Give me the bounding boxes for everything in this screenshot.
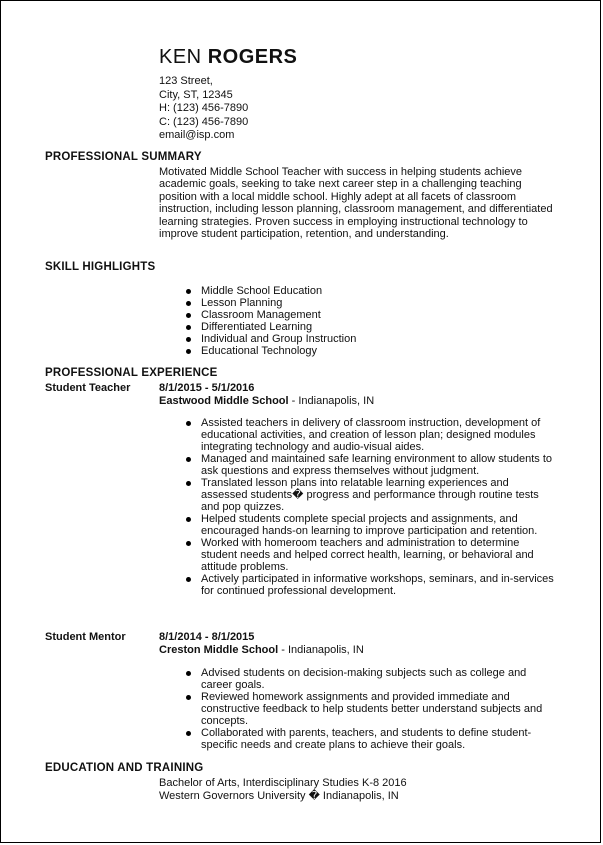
list-item: Lesson Planning	[186, 297, 356, 309]
job-dates: 8/1/2014 - 8/1/2015	[159, 631, 255, 643]
list-item: Worked with homeroom teachers and administration to determine student needs and helped correct health, learning, or behavioral and attitude problems.	[186, 537, 558, 573]
job-employer	[159, 644, 364, 656]
list-item: Collaborated with parents, teachers, and students to define student-specific needs and create plans to achieve their goals.	[186, 727, 558, 751]
address-line1: 123 Street,	[159, 75, 213, 87]
degree: Bachelor of Arts, Interdisciplinary Studies K-8 2016	[159, 777, 407, 789]
experience-heading: PROFESSIONAL EXPERIENCE	[45, 367, 218, 379]
list-item: Classroom Management	[186, 309, 356, 321]
list-item: Differentiated Learning	[186, 321, 356, 333]
employer-name: Creston Middle School	[159, 644, 279, 656]
summary-heading: PROFESSIONAL SUMMARY	[45, 151, 202, 163]
list-item: Assisted teachers in delivery of classroom instruction, development of educational activities, and creation of lesson plan; designed modules integrating technology and audio-visual aides.	[186, 417, 558, 453]
employer-location: - Indianapolis, IN	[288, 395, 375, 407]
school: Western Governors University � Indianapolis, IN	[159, 789, 399, 802]
list-item: Individual and Group Instruction	[186, 333, 356, 345]
list-item: Advised students on decision-making subjects such as college and career goals.	[186, 667, 558, 691]
email: email@isp.com	[159, 129, 235, 141]
list-item: Translated lesson plans into relatable learning experiences and assessed students� progress and performance through routine tests and pop quizzes.	[186, 477, 558, 513]
job-title: Student Teacher	[45, 382, 131, 394]
education-details	[159, 777, 407, 802]
skills-heading: SKILL HIGHLIGHTS	[45, 261, 156, 273]
employer-location: - Indianapolis, IN	[278, 644, 364, 656]
summary-text: Motivated Middle School Teacher with success in helping students achieve academic goals, seeking to take next career step in a challenging teaching position with a local middle school. Highly adept at all facets of classroom instruction, including lesson planning, classroom management, and differentiated learning strategies. Proven success in employing instructional technology to improve student participation, retention, and understanding.	[159, 166, 553, 241]
candidate-name	[159, 45, 297, 69]
employer-name: Eastwood Middle School	[159, 395, 289, 407]
list-item: Managed and maintained safe learning environment to allow students to ask questions and express themselves without judgment.	[186, 453, 558, 477]
job-employer	[159, 395, 374, 407]
education-heading: EDUCATION AND TRAINING	[45, 762, 204, 774]
job-title: Student Mentor	[45, 631, 126, 643]
last-name: ROGERS	[207, 46, 298, 68]
address-line2: City, ST, 12345	[159, 88, 233, 101]
list-item: Actively participated in informative workshops, seminars, and in-services for continued professional development.	[186, 573, 558, 597]
list-item: Reviewed homework assignments and provided immediate and constructive feedback to help students better understand subjects and concepts.	[186, 691, 558, 727]
job-duties	[186, 417, 558, 597]
cell-phone: C: (123) 456-7890	[159, 115, 249, 128]
job-dates: 8/1/2015 - 5/1/2016	[159, 382, 255, 394]
home-phone: H: (123) 456-7890	[159, 102, 249, 114]
list-item: Educational Technology	[186, 345, 356, 357]
list-item: Middle School Education	[186, 285, 356, 297]
contact-info	[159, 75, 248, 143]
job-duties	[186, 667, 558, 751]
skills-list	[186, 285, 356, 357]
list-item: Helped students complete special projects and assignments, and encouraged hands-on learning to improve participation and retention.	[186, 513, 558, 537]
first-name: KEN	[159, 46, 202, 68]
